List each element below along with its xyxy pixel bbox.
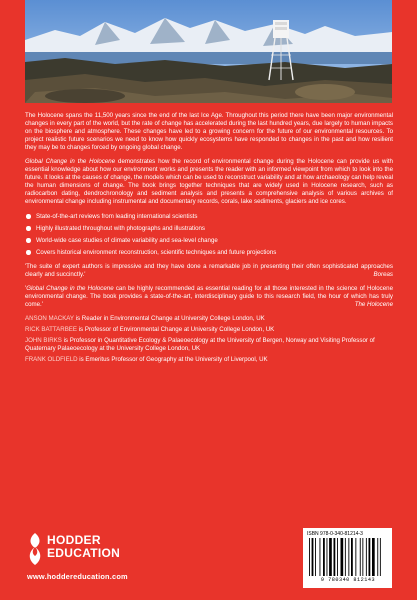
description-paragraph [25, 158, 393, 206]
author-bios [25, 315, 393, 364]
intro-paragraph: The Holocene spans the 11,500 years since the end of the last Ice Age. Throughout this period there have been major environmental changes in every part of the world, but the rate of change has accelerated during the last hundred years, due largely to human impacts on the biosphere and atmosphere. These changes have led to a growing concern for the future of our environmental resources. To project realistic future scenarios we need to know how quickly ecosystems have responded to changes in the past and how resilient they may be to changes forced by ongoing global change. [25, 112, 393, 152]
bullet-icon [26, 238, 31, 243]
list-item: Highly illustrated throughout with photographs and illustrations [25, 225, 393, 233]
description-text: demonstrates how the record of environmental change during the Holocene can provide us with essential knowledge about how our environment works and presents the reader with an informed viewpoint from which to look into the future. It looks at the causes of change, the models which can be used to reconstruct variability and at how archaeology can help reveal the human dimensions of change. The book brings together techniques that are widely used in Holocene research, such as radiocarbon dating, dendrochronology and sediment analysis and presents a comprehensive analysis of various archives of environmental change including instrumental and documentary records, corals, lake sediments, glaciers and ice cores. [25, 158, 393, 206]
list-item: Covers historical environment reconstruction, scientific techniques and future projections [25, 249, 393, 257]
author-bio: FRANK OLDFIELD is Emeritus Professor of Geography at the University of Liverpool, UK [25, 356, 268, 364]
bullet-icon [26, 226, 31, 231]
author-bio: JOHN BIRKS is Professor in Quantitative Ecology & Palaeoecology at the University of Bergen, Norway and Visiting Professor of Quaternary Palaeoecology at the University College London, UK [25, 337, 375, 353]
publisher-logo [27, 530, 207, 570]
barcode-number: 9 780340 812143 [320, 577, 376, 583]
list-item: World-wide case studies of climate variability and sea-level change [25, 237, 393, 245]
review-quote-holocene: 'Global Change in the Holocene can be highly recommended as essential reading for all those interested in the science of Holocene environmental change. The book provides a state-of-the-art, interdisciplinary guide to this research field, the hour of which has truly come.' The Holocene [25, 284, 393, 308]
publisher-division: EDUCATION [47, 546, 121, 560]
publisher-website[interactable]: www.hoddereducation.com [27, 572, 128, 581]
review-quote-boreas: 'The suite of expert authors is impressive and they have done a remarkable job in presenting their often sophisticated approaches clearly and succinctly.' Boreas [25, 262, 393, 278]
bullet-icon [26, 250, 31, 255]
quote-source: Boreas [373, 270, 393, 278]
quote-source: The Holocene [354, 300, 393, 308]
barcode-icon [309, 538, 387, 576]
book-title: Global Change in the Holocene [25, 158, 116, 166]
isbn-label: ISBN 978-0-340-81214-3 [307, 531, 363, 537]
cover-photo-mountain-station [25, 0, 392, 103]
author-bio: RICK BATTARBEE is Professor of Environmental Change at University College London, UK [25, 326, 275, 334]
publisher-name: HODDER [47, 533, 101, 547]
bullet-icon [26, 214, 31, 219]
back-cover-text [25, 112, 393, 367]
feature-list [25, 213, 393, 257]
list-item: State-of-the-art reviews from leading international scientists [25, 213, 393, 221]
hodder-logo-icon [27, 532, 43, 566]
author-bio: ANSON MACKAY is Reader in Environmental Change at University College London, UK [25, 315, 265, 323]
isbn-barcode [303, 528, 392, 588]
